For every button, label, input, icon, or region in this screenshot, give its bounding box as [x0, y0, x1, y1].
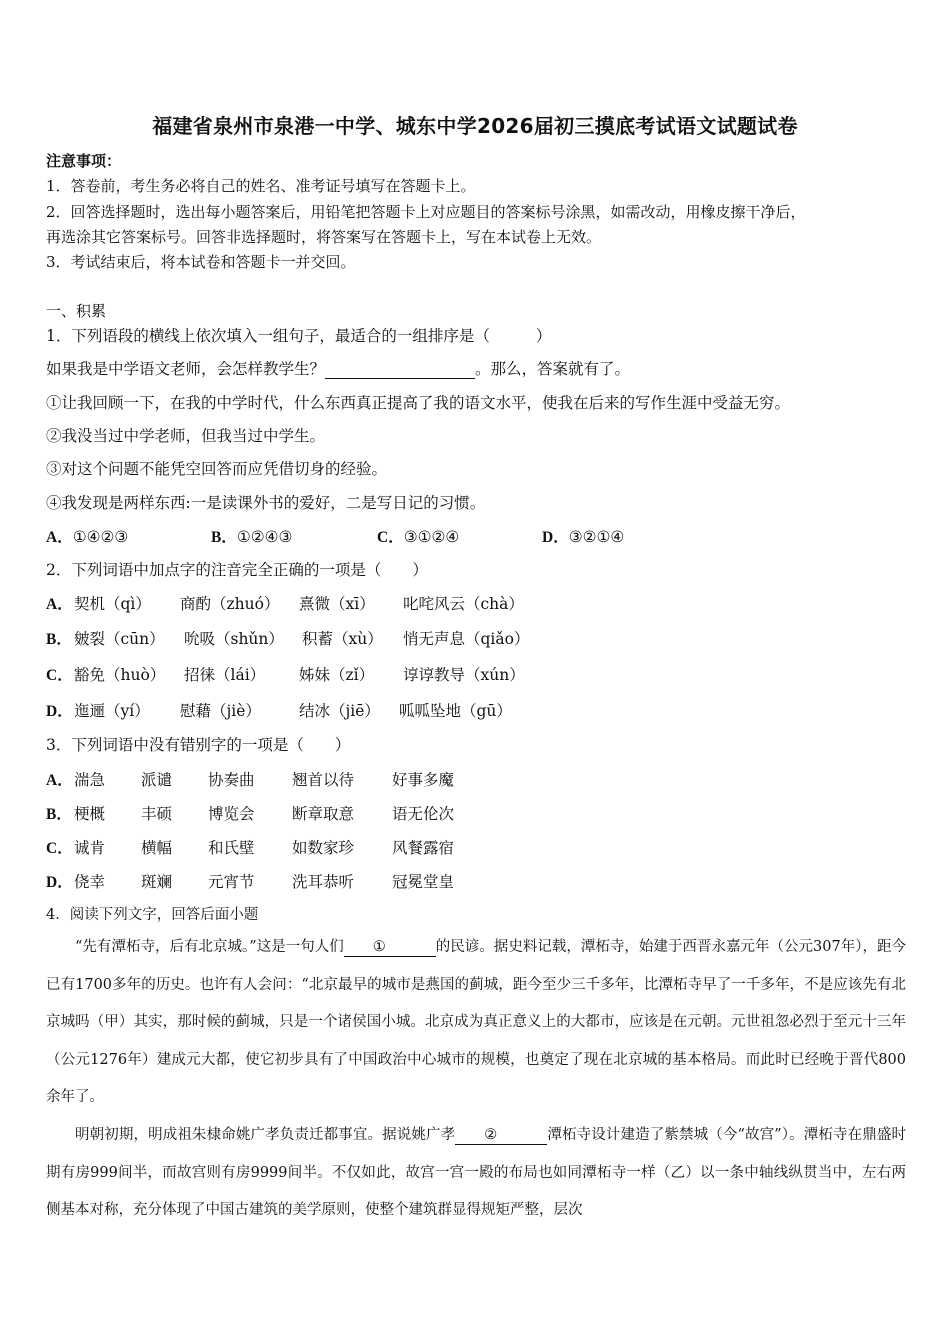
option-c[interactable]	[377, 525, 459, 547]
option-word: 派谴	[141, 771, 173, 789]
option-word: 皴裂（cūn）	[74, 630, 165, 648]
option-word: 豁免（huò）	[74, 666, 166, 684]
option-word: 熹微（xī）	[299, 595, 375, 613]
reading-paragraph-2	[46, 1117, 906, 1230]
option-word: 叱咤风云（chà）	[403, 595, 524, 613]
option-label: C．	[46, 840, 73, 857]
option-word: 冠冕堂皇	[392, 873, 455, 891]
paragraph-text: 潭柘寺设计建造了紫禁城（今“故宫”）。潭柘寺在鼎盛时期有房999间半，而故宫则有房9999间半。不仅如此，故宫一宫一殿的布局也如同潭柘寺一样（乙）以一条中轴线纵贯当中，左右两侧基本对称，充分体现了中国古建筑的美学原则，使整个建筑群显得规矩严整，层次	[46, 1127, 907, 1219]
reading-paragraph-1	[46, 929, 906, 1117]
paragraph-text: 明朝初期，明成祖朱棣命姚广孝负责迁都事宜。据说姚广孝	[75, 1127, 456, 1143]
paragraph-text: “先有潭柘寺，后有北京城。”这是一句人们	[75, 939, 344, 955]
option-word: 谆谆教导（xún）	[403, 666, 525, 684]
option-word: 元宵节	[208, 873, 255, 891]
option-word: 和氏壁	[208, 839, 255, 857]
option-word: 博览会	[208, 805, 255, 823]
option-word: 悄无声息（qiǎo）	[403, 630, 530, 648]
option-text: ①②④③	[236, 528, 293, 546]
option-label: A．	[46, 596, 73, 613]
option-label: B．	[211, 529, 237, 546]
answer-blank	[325, 360, 475, 379]
question-2-stem: 2．下列词语中加点字的注音完全正确的一项是（ ）	[46, 561, 428, 579]
notice-heading: 注意事项：	[46, 152, 122, 170]
option-word: 洗耳恭听	[292, 873, 355, 891]
question-1-sentence: ③对这个问题不能凭空回答而应凭借切身的经验。	[46, 460, 388, 478]
option-label: C．	[46, 667, 73, 684]
option-word: 积蓄（xù）	[302, 630, 383, 648]
option-word: 姊妹（zǐ）	[299, 666, 375, 684]
option-word: 斑斓	[141, 873, 173, 891]
option-text: ③②①④	[568, 528, 625, 546]
question-1-sentence: ④我发现是两样东西:一是读课外书的爱好，二是写日记的习惯。	[46, 494, 486, 512]
question-1-stem-end: ）	[535, 327, 552, 345]
option-label: A．	[46, 529, 73, 546]
paragraph-text: 的民谚。据史料记载，潭柘寺，始建于西晋永嘉元年（公元307年），距今已有1700多年的历史。也许有人会问：“北京最早的城市是燕国的蓟城，距今至少三千多年，比潭柘寺早了一千多年，不是应该先有北京城吗（甲）其实，那时候的蓟城，只是一个诸侯国小城。北京成为真正意义上的大都市，应该是在元朝。元世祖忽必烈于至元十三年（公元1276年）建成元大都，使它初步具有了中国政治中心城市的规模，也奠定了现在北京城的基本格局。而此时已经晚于晋代800余年了。	[46, 939, 906, 1106]
option-word: 协奏曲	[208, 771, 255, 789]
answer-blank-2: ②	[455, 1126, 547, 1145]
option-word: 迤逦（yí）	[74, 702, 150, 720]
question-1-stem	[46, 325, 551, 347]
option-label: C．	[377, 529, 404, 546]
option-word: 湍急	[74, 771, 106, 789]
section-heading: 一、积累	[46, 302, 107, 320]
question-1-stem-text: 1．下列语段的横线上依次填入一组句子，最适合的一组排序是（	[46, 327, 490, 345]
option-label: B．	[46, 806, 72, 823]
option-word: 语无伦次	[392, 805, 455, 823]
option-label: A．	[46, 772, 73, 789]
option-word: 商酌（zhuó）	[180, 595, 280, 613]
question-1-lead	[46, 358, 630, 380]
notice-item: 再选涂其它答案标号。回答非选择题时，将答案写在答题卡上，写在本试卷上无效。	[46, 228, 602, 246]
option-word: 诚肯	[74, 839, 106, 857]
option-label: B．	[46, 631, 72, 648]
question-4-stem: 4．阅读下列文字，回答后面小题	[46, 907, 259, 923]
option-text: ③①②④	[403, 528, 460, 546]
answer-blank-1: ①	[344, 938, 436, 957]
option-label: D．	[46, 703, 73, 720]
notice-item: 1．答卷前，考生务必将自己的姓名、准考证号填写在答题卡上。	[46, 177, 476, 195]
question-1-sentence: ②我没当过中学老师，但我当过中学生。	[46, 427, 326, 445]
option-label: D．	[46, 874, 73, 891]
option-word: 横幅	[141, 839, 173, 857]
option-word: 契机（qì）	[74, 595, 151, 613]
notice-item: 2．回答选择题时，选出每小题答案后，用铅笔把答题卡上对应题目的答案标号涂黑，如需改动，用橡皮擦干净后，	[46, 203, 806, 221]
option-word: 如数家珍	[292, 839, 355, 857]
option-text: ①④②③	[72, 528, 129, 546]
question-3-stem: 3．下列词语中没有错别字的一项是（ ）	[46, 736, 351, 754]
question-1-sentence: ①让我回顾一下，在我的中学时代，什么东西真正提高了我的语文水平，使我在后来的写作生涯中受益无穷。	[46, 394, 791, 412]
option-a[interactable]	[46, 525, 128, 547]
option-word: 丰硕	[141, 805, 173, 823]
exam-title: 福建省泉州市泉港一中学、城东中学2026届初三摸底考试语文试题试卷	[152, 114, 798, 138]
option-b[interactable]	[211, 525, 292, 547]
notice-item: 3．考试结束后，将本试卷和答题卡一并交回。	[46, 253, 356, 271]
question-1-lead-text: 如果我是中学语文老师，会怎样教学生？	[46, 360, 326, 378]
option-word: 慰藉（jiè）	[180, 702, 261, 720]
option-word: 吮吸（shǔn）	[184, 630, 284, 648]
option-word: 梗概	[74, 805, 106, 823]
option-word: 断章取意	[292, 805, 355, 823]
option-word: 风餐露宿	[392, 839, 455, 857]
option-d[interactable]	[542, 525, 624, 547]
option-word: 呱呱坠地（gū）	[399, 702, 512, 720]
option-word: 翘首以待	[292, 771, 355, 789]
option-word: 好事多魔	[392, 771, 455, 789]
option-word: 结冰（jiē）	[299, 702, 380, 720]
option-word: 侥幸	[74, 873, 106, 891]
option-word: 招徕（lái）	[184, 666, 266, 684]
question-1-lead-end: 。那么，答案就有了。	[475, 360, 631, 378]
option-label: D．	[542, 529, 569, 546]
